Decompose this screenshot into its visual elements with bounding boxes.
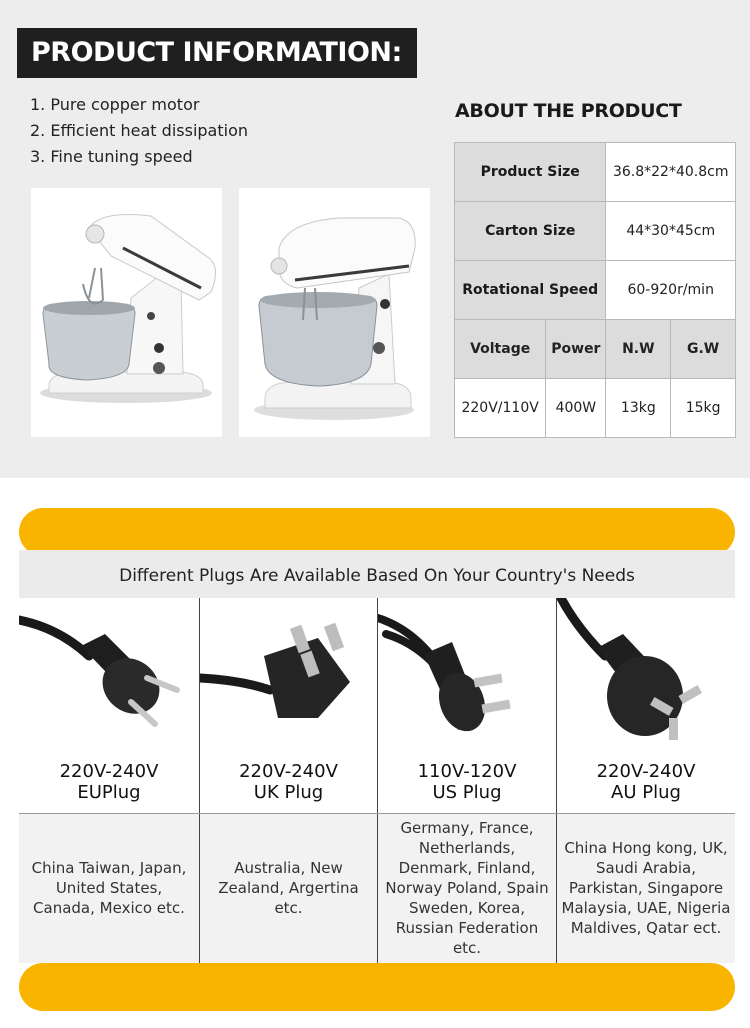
page-title: PRODUCT INFORMATION: [17, 28, 417, 78]
plug-type: EUPlug [77, 782, 141, 803]
plug-column-uk [200, 598, 377, 963]
plugs-panel [19, 550, 735, 963]
plug-type: AU Plug [611, 782, 681, 803]
spec-values-row [455, 379, 736, 438]
spec-column-header: Power [546, 320, 606, 379]
feature-list [30, 92, 248, 170]
plug-voltage: 220V-240V [239, 761, 338, 782]
accent-bar-bottom [19, 963, 735, 1011]
spec-row [455, 261, 736, 320]
spec-cell: 400W [546, 379, 606, 438]
spec-cell: 220V/110V [455, 379, 546, 438]
spec-label: Product Size [455, 143, 606, 202]
stand-mixer-side-image [31, 188, 222, 437]
plug-countries: Germany, France, Netherlands, Denmark, Finland, Norway Poland, Spain Sweden, Korea, Russian Federation etc. [378, 813, 556, 963]
au-plug-icon [557, 598, 735, 751]
au-plug-image [557, 598, 735, 751]
plug-countries: Australia, New Zealand, Argertina etc. [200, 813, 377, 963]
feature-item: 3. Fine tuning speed [30, 147, 193, 166]
spec-cell: 13kg [606, 379, 671, 438]
eu-plug-icon [19, 598, 199, 751]
column-divider [556, 598, 557, 963]
spec-value: 36.8*22*40.8cm [606, 143, 736, 202]
spec-cell: 15kg [671, 379, 736, 438]
plugs-heading: Different Plugs Are Available Based On Your Country's Needs [19, 550, 735, 598]
plug-voltage: 220V-240V [596, 761, 696, 782]
column-divider [377, 598, 378, 963]
spec-value: 44*30*45cm [606, 202, 736, 261]
feature-item: 1. Pure copper motor [30, 95, 200, 114]
feature-item: 2. Efficient heat dissipation [30, 121, 248, 140]
about-product-title: ABOUT THE PRODUCT [455, 100, 682, 122]
spec-row [455, 143, 736, 202]
spec-column-header: Voltage [455, 320, 546, 379]
plug-type: US Plug [432, 782, 502, 803]
column-divider [199, 598, 200, 963]
spec-column-header: G.W [671, 320, 736, 379]
plug-column-us [378, 598, 556, 963]
us-plug-icon [378, 598, 556, 751]
spec-table [454, 142, 736, 438]
uk-plug-icon [200, 598, 377, 751]
spec-label: Rotational Speed [455, 261, 606, 320]
us-plug-image [378, 598, 556, 751]
spec-row [455, 202, 736, 261]
plug-column-eu [19, 598, 199, 963]
plug-voltage: 110V-120V [417, 761, 517, 782]
plug-countries: China Hong kong, UK, Saudi Arabia, Parkistan, Singapore Malaysia, UAE, Nigeria Maldives, Qatar ect. [557, 813, 735, 963]
row-divider [19, 813, 735, 814]
spec-label: Carton Size [455, 202, 606, 261]
mixer-photo-front [239, 188, 430, 437]
spec-column-header: N.W [606, 320, 671, 379]
stand-mixer-front-image [239, 188, 430, 437]
spec-header-row [455, 320, 736, 379]
plug-countries: China Taiwan, Japan, United States, Canada, Mexico etc. [19, 813, 199, 963]
eu-plug-image [19, 598, 199, 751]
plug-voltage: 220V-240V [59, 761, 159, 782]
mixer-photo-side [31, 188, 222, 437]
plug-type: UK Plug [253, 782, 324, 803]
plug-column-au [557, 598, 735, 963]
accent-bar-top [19, 508, 735, 556]
product-info-section [0, 0, 750, 478]
spec-value: 60-920r/min [606, 261, 736, 320]
uk-plug-image [200, 598, 377, 751]
